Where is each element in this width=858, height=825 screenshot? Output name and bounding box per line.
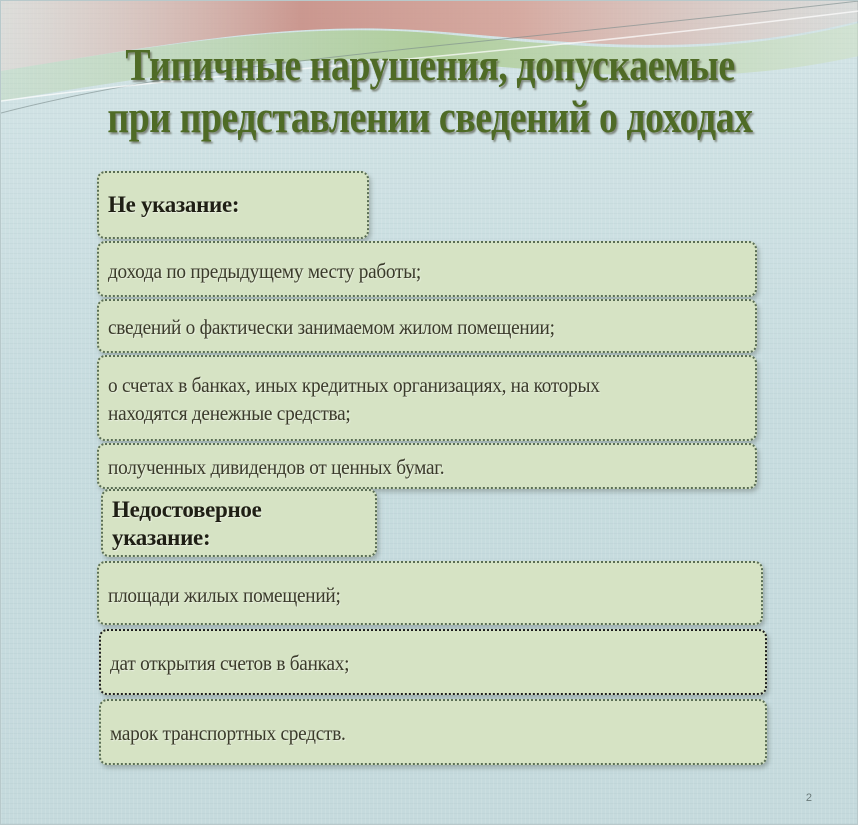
list-item-text: полученных дивидендов от ценных бумаг. — [108, 455, 445, 479]
list-item — [99, 699, 767, 765]
list-item — [97, 443, 757, 489]
list-item-text: дат открытия счетов в банках; — [110, 651, 350, 675]
section-header-label-line-1: Недостоверное — [112, 497, 262, 522]
section-header-not-indicated — [97, 171, 369, 239]
list-item — [97, 241, 757, 297]
list-item-text-line-1: о счетах в банках, иных кредитных организациях, на которых — [108, 373, 600, 397]
title-line-1: Типичные нарушения, допускаемые — [125, 39, 735, 90]
list-item-text-line-2: находятся денежные средства; — [108, 401, 351, 425]
page-number: 2 — [805, 792, 812, 804]
section-header-inaccurate — [101, 489, 377, 557]
section-header-label: Не указание: — [108, 192, 240, 217]
title-line-2: при представлении сведений о доходах — [107, 91, 753, 142]
list-item — [97, 299, 757, 353]
list-item-text: дохода по предыдущему месту работы; — [108, 259, 422, 283]
list-item-text: марок транспортных средств. — [110, 721, 346, 745]
section-header-label-line-2: указание: — [112, 525, 211, 550]
list-item — [97, 561, 763, 625]
slide-title — [78, 39, 782, 143]
list-item — [97, 355, 757, 441]
list-item-text: сведений о фактически занимаемом жилом помещении; — [108, 315, 555, 339]
list-item — [99, 629, 767, 695]
list-item-text: площади жилых помещений; — [108, 583, 341, 607]
